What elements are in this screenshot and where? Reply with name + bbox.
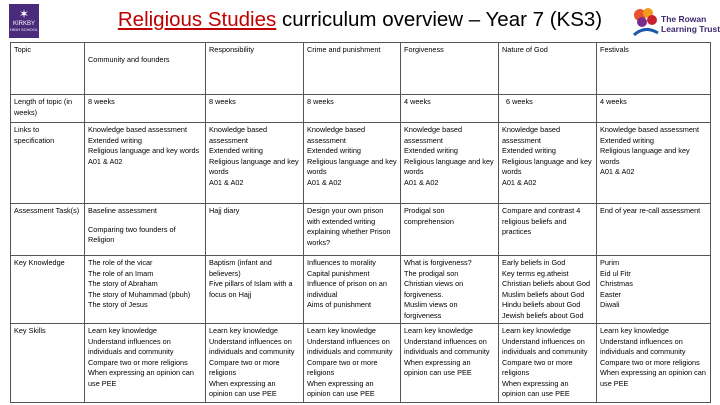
assessment-cell — [597, 204, 711, 256]
cell-line: Learn key knowledge — [88, 326, 157, 335]
links-cell — [206, 123, 304, 204]
cell-line: Compare two or more religions — [209, 357, 280, 377]
row-label-topic: Topic — [11, 43, 85, 95]
cell-line: Muslim beliefs about God — [502, 289, 585, 299]
cell-line: Comparing two founders of Religion — [88, 224, 176, 244]
knowledge-cell — [597, 256, 711, 324]
cell-line: The role of the vicar — [88, 258, 153, 267]
table-row — [11, 324, 711, 403]
title-subject: Religious Studies — [117, 8, 277, 31]
skills-cell — [499, 324, 597, 403]
school-logo-text: KIRKBY — [12, 21, 35, 27]
cell-line: Eid ul Fitr — [600, 268, 631, 278]
knowledge-cell — [401, 256, 499, 324]
skills-cell — [206, 324, 304, 403]
cell-line: When expressing an opinion can use PEE — [307, 378, 375, 398]
links-cell — [499, 123, 597, 204]
cell-line: Knowledge based assessment — [600, 125, 699, 134]
assessment-cell — [304, 204, 401, 256]
cell-line: Knowledge based assessment — [88, 125, 187, 134]
cell-line: Christmas — [600, 279, 633, 288]
topic-cell: Festivals — [597, 43, 711, 95]
cell-line: Easter — [600, 289, 622, 299]
page-title — [0, 8, 720, 32]
cell-line: Religious language and key words — [600, 146, 690, 166]
cell-line: Religious language and key words — [88, 146, 200, 155]
table-row — [11, 95, 711, 123]
cell-line: Religious language and key words — [209, 156, 299, 176]
knowledge-cell — [499, 256, 597, 324]
cell-line: Hajj diary — [209, 206, 240, 215]
assessment-cell — [499, 204, 597, 256]
assessment-cell — [206, 204, 304, 256]
skills-cell — [597, 324, 711, 403]
assessment-cell — [85, 204, 206, 256]
cell-line: Religious language and key words — [307, 156, 397, 176]
cell-line: Muslim views on forgiveness — [404, 300, 458, 320]
cell-line: Knowledge based assessment — [404, 125, 463, 145]
cell-line: What is forgiveness? — [404, 258, 472, 267]
length-cell: 8 weeks — [206, 95, 304, 123]
cell-line: When expressing an opinion can use PEE — [404, 357, 472, 377]
curriculum-table — [10, 42, 711, 403]
star-icon: ✶ — [18, 7, 30, 21]
cell-line: When expressing an opinion can use PEE — [600, 368, 706, 388]
cell-line: A01 & A02 — [209, 177, 244, 187]
cell-line: Early beliefs in God — [502, 258, 566, 267]
cell-line: Learn key knowledge — [307, 326, 376, 335]
assessment-cell — [401, 204, 499, 256]
length-cell: 4 weeks — [597, 95, 711, 123]
links-cell — [401, 123, 499, 204]
knowledge-cell — [304, 256, 401, 324]
cell-line: The role of an Imam — [88, 268, 154, 278]
cell-line: Design your own prison with extended writing explaining whether Prison works? — [307, 206, 391, 247]
cell-line: A01 & A02 — [88, 156, 123, 166]
cell-line: Compare and contrast 4 religious beliefs and practices — [502, 206, 581, 236]
cell-line: Diwali — [600, 300, 620, 309]
trust-name-line2: Learning Trust — [661, 24, 720, 34]
title-rest: curriculum overview – Year 7 (KS3) — [276, 8, 603, 31]
length-cell: 4 weeks — [401, 95, 499, 123]
length-cell: 6 weeks — [499, 95, 597, 123]
cell-line: Compare two or more religions — [600, 357, 700, 367]
cell-line: The prodigal son — [404, 268, 459, 278]
table-row — [11, 256, 711, 324]
table-row — [11, 123, 711, 204]
row-label-knowledge: Key Knowledge — [11, 256, 85, 324]
row-label-links: Links to specification — [11, 123, 85, 204]
table-row — [11, 204, 711, 256]
cell-line: Understand influences on individuals and community — [307, 336, 393, 356]
knowledge-cell — [85, 256, 206, 324]
cell-line: The story of Abraham — [88, 279, 158, 288]
length-cell: 8 weeks — [304, 95, 401, 123]
row-label-length: Length of topic (in weeks) — [11, 95, 85, 123]
cell-line: Learn key knowledge — [404, 326, 473, 335]
cell-line: Purim — [600, 258, 620, 267]
links-cell — [597, 123, 711, 204]
cell-line: Extended writing — [600, 135, 654, 145]
knowledge-cell — [206, 256, 304, 324]
cell-line: The story of Muhammad (pbuh) — [88, 289, 191, 299]
cell-line: Learn key knowledge — [209, 326, 278, 335]
cell-line: Knowledge based assessment — [307, 125, 366, 145]
cell-line: Learn key knowledge — [600, 326, 669, 335]
cell-line: Jewish beliefs about God — [502, 310, 584, 320]
cell-line: Religious language and key words — [404, 156, 494, 176]
cell-line: Knowledge based assessment — [209, 125, 268, 145]
cell-line: Extended writing — [209, 146, 263, 155]
cell-line: Capital punishment — [307, 268, 370, 278]
cell-line: Compare two or more religions — [88, 357, 188, 367]
trust-name — [661, 14, 720, 34]
cell-line: A01 & A02 — [600, 167, 635, 176]
cell-line: A01 & A02 — [502, 177, 537, 187]
cell-line: When expressing an opinion can use PEE — [209, 378, 277, 398]
cell-line: Influence of prison on an individual — [307, 279, 387, 299]
cell-line: Influences to morality — [307, 258, 376, 267]
skills-cell — [304, 324, 401, 403]
cell-line: End of year re-call assessment — [600, 206, 701, 215]
links-cell — [304, 123, 401, 204]
cell-line: Christian beliefs about God — [502, 279, 591, 288]
length-cell: 8 weeks — [85, 95, 206, 123]
table-row — [11, 43, 711, 95]
topic-cell: Responsibility — [206, 43, 304, 95]
links-cell — [85, 123, 206, 204]
cell-line: Extended writing — [88, 135, 142, 145]
skills-cell — [85, 324, 206, 403]
cell-line: Key terms eg.atheist — [502, 268, 569, 278]
cell-line: Understand influences on individuals and community — [600, 336, 686, 356]
cell-line: Hindu beliefs about God — [502, 300, 581, 309]
rowan-tree-icon — [630, 5, 660, 39]
cell-line: Five pillars of Islam with a focus on Hajj — [209, 279, 293, 299]
cell-line: Extended writing — [307, 146, 361, 155]
topic-cell: Crime and punishment — [304, 43, 401, 95]
topic-cell: Nature of God — [499, 43, 597, 95]
trust-name-line1: The Rowan — [661, 14, 707, 24]
cell-line: Learn key knowledge — [502, 326, 571, 335]
topic-text: Community and founders — [88, 55, 170, 64]
cell-line: Baseline assessment — [88, 206, 157, 215]
cell-line: Extended writing — [404, 146, 458, 155]
cell-line: Baptism (infant and believers) — [209, 258, 272, 278]
cell-line: Compare two or more religions — [307, 357, 378, 377]
cell-line: Understand influences on individuals and community — [209, 336, 295, 356]
cell-line: Understand influences on individuals and community — [404, 336, 490, 356]
cell-line: A01 & A02 — [404, 177, 439, 187]
cell-line: Aims of punishment — [307, 300, 372, 309]
cell-line: When expressing an opinion can use PEE — [502, 378, 570, 398]
school-logo-sub: HIGH SCHOOL — [9, 27, 38, 32]
trust-logo — [630, 5, 720, 39]
cell-line: Knowledge based assessment — [502, 125, 561, 145]
cell-line: A01 & A02 — [307, 177, 342, 187]
cell-line: Religious language and key words — [502, 156, 592, 176]
topic-cell — [85, 43, 206, 95]
cell-line: Understand influences on individuals and community — [88, 336, 174, 356]
cell-line: Compare two or more religions — [502, 357, 573, 377]
skills-cell — [401, 324, 499, 403]
topic-cell: Forgiveness — [401, 43, 499, 95]
cell-line: Christian views on forgiveness. — [404, 279, 464, 299]
cell-line: Extended writing — [502, 146, 556, 155]
cell-line: Understand influences on individuals and community — [502, 336, 588, 356]
row-label-skills: Key Skills — [11, 324, 85, 403]
cell-line — [88, 217, 202, 225]
cell-line: The story of Jesus — [88, 300, 148, 309]
row-label-assessment: Assessment Task(s) — [11, 204, 85, 256]
cell-line: Prodigal son comprehension — [404, 206, 454, 226]
cell-line: When expressing an opinion can use PEE — [88, 368, 194, 388]
